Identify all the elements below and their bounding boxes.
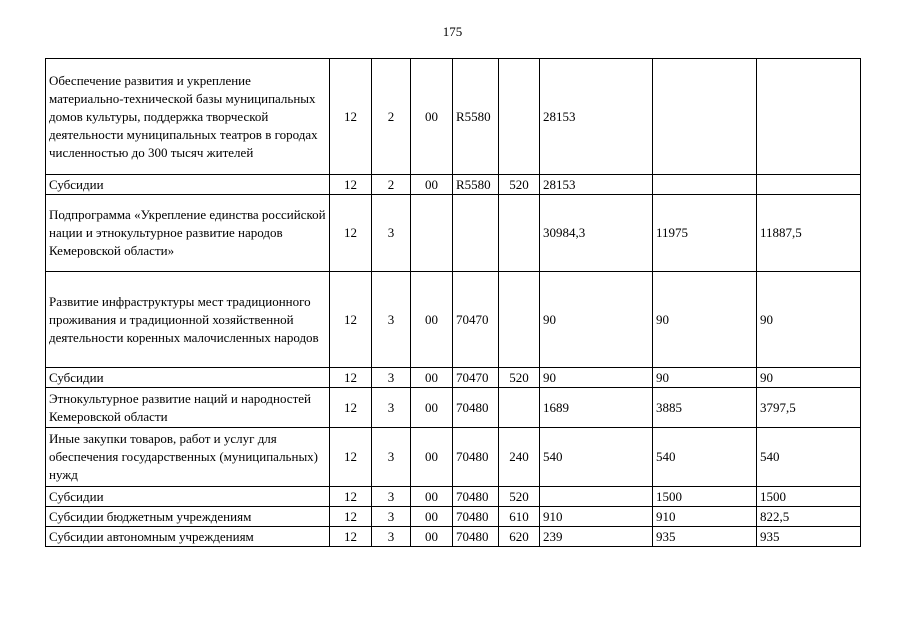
table-row (46, 388, 861, 428)
table-row (46, 59, 861, 175)
amount-year-2: 11975 (653, 195, 757, 272)
row-name: Субсидии (46, 368, 330, 388)
subsection-code: 3 (372, 428, 411, 487)
table-row (46, 507, 861, 527)
row-name: Этнокультурное развитие наций и народностей Кемеровской области (46, 388, 330, 428)
amount-year-3: 540 (757, 428, 861, 487)
item-code (453, 195, 499, 272)
row-name: Субсидии (46, 487, 330, 507)
page-number: 175 (442, 24, 463, 39)
amount-year-2: 540 (653, 428, 757, 487)
amount-year-1: 1689 (540, 388, 653, 428)
program-code: 00 (411, 428, 453, 487)
table-row (46, 428, 861, 487)
table-row (46, 368, 861, 388)
program-code: 00 (411, 272, 453, 368)
program-code: 00 (411, 59, 453, 175)
section-code: 12 (330, 175, 372, 195)
section-code: 12 (330, 195, 372, 272)
amount-year-1: 910 (540, 507, 653, 527)
amount-year-2: 935 (653, 527, 757, 547)
expense-type-code (499, 195, 540, 272)
item-code: 70470 (453, 272, 499, 368)
amount-year-1: 28153 (540, 59, 653, 175)
program-code: 00 (411, 388, 453, 428)
item-code: 70480 (453, 428, 499, 487)
expense-type-code: 620 (499, 527, 540, 547)
program-code: 00 (411, 527, 453, 547)
amount-year-2: 90 (653, 272, 757, 368)
amount-year-3: 1500 (757, 487, 861, 507)
subsection-code: 3 (372, 272, 411, 368)
amount-year-1: 90 (540, 368, 653, 388)
amount-year-2 (653, 175, 757, 195)
amount-year-2: 1500 (653, 487, 757, 507)
section-code: 12 (330, 272, 372, 368)
program-code: 00 (411, 487, 453, 507)
amount-year-2: 90 (653, 368, 757, 388)
row-name: Иные закупки товаров, работ и услуг для обеспечения государственных (муниципальных) нужд (46, 428, 330, 487)
expense-type-code (499, 388, 540, 428)
amount-year-2 (653, 59, 757, 175)
amount-year-3 (757, 59, 861, 175)
program-code (411, 195, 453, 272)
amount-year-3: 11887,5 (757, 195, 861, 272)
section-code: 12 (330, 527, 372, 547)
amount-year-1: 540 (540, 428, 653, 487)
item-code: 70480 (453, 487, 499, 507)
expense-type-code (499, 272, 540, 368)
amount-year-3: 90 (757, 368, 861, 388)
expense-type-code: 520 (499, 368, 540, 388)
expense-type-code: 520 (499, 487, 540, 507)
subsection-code: 3 (372, 388, 411, 428)
subsection-code: 2 (372, 59, 411, 175)
program-code: 00 (411, 175, 453, 195)
amount-year-3: 3797,5 (757, 388, 861, 428)
amount-year-1: 30984,3 (540, 195, 653, 272)
item-code: 70480 (453, 507, 499, 527)
item-code: R5580 (453, 59, 499, 175)
subsection-code: 3 (372, 195, 411, 272)
table-row (46, 272, 861, 368)
amount-year-3: 822,5 (757, 507, 861, 527)
expense-type-code: 520 (499, 175, 540, 195)
row-name: Подпрограмма «Укрепление единства российской нации и этнокультурное развитие народов Кемеровской области» (46, 195, 330, 272)
item-code: 70480 (453, 527, 499, 547)
table-row (46, 487, 861, 507)
row-name: Развитие инфраструктуры мест традиционного проживания и традиционной хозяйственной деятельности коренных малочисленных народов (46, 272, 330, 368)
amount-year-2: 3885 (653, 388, 757, 428)
item-code: 70470 (453, 368, 499, 388)
table-row (46, 527, 861, 547)
expense-type-code: 240 (499, 428, 540, 487)
section-code: 12 (330, 388, 372, 428)
row-name: Обеспечение развития и укрепление материально-технической базы муниципальных домов культуры, поддержка творческой деятельности муниципальных театров в городах численностью до 300 тысяч жителей (46, 59, 330, 175)
row-name: Субсидии автономным учреждениям (46, 527, 330, 547)
expense-type-code: 610 (499, 507, 540, 527)
program-code: 00 (411, 368, 453, 388)
table-row (46, 175, 861, 195)
item-code: 70480 (453, 388, 499, 428)
subsection-code: 3 (372, 527, 411, 547)
section-code: 12 (330, 59, 372, 175)
amount-year-1: 28153 (540, 175, 653, 195)
amount-year-1: 90 (540, 272, 653, 368)
section-code: 12 (330, 487, 372, 507)
amount-year-3: 90 (757, 272, 861, 368)
table-row (46, 195, 861, 272)
amount-year-2: 910 (653, 507, 757, 527)
subsection-code: 3 (372, 507, 411, 527)
section-code: 12 (330, 507, 372, 527)
amount-year-1 (540, 487, 653, 507)
expense-type-code (499, 59, 540, 175)
row-name: Субсидии бюджетным учреждениям (46, 507, 330, 527)
subsection-code: 3 (372, 368, 411, 388)
program-code: 00 (411, 507, 453, 527)
amount-year-3: 935 (757, 527, 861, 547)
section-code: 12 (330, 428, 372, 487)
section-code: 12 (330, 368, 372, 388)
budget-table (45, 58, 861, 547)
item-code: R5580 (453, 175, 499, 195)
amount-year-3 (757, 175, 861, 195)
subsection-code: 2 (372, 175, 411, 195)
subsection-code: 3 (372, 487, 411, 507)
amount-year-1: 239 (540, 527, 653, 547)
row-name: Субсидии (46, 175, 330, 195)
